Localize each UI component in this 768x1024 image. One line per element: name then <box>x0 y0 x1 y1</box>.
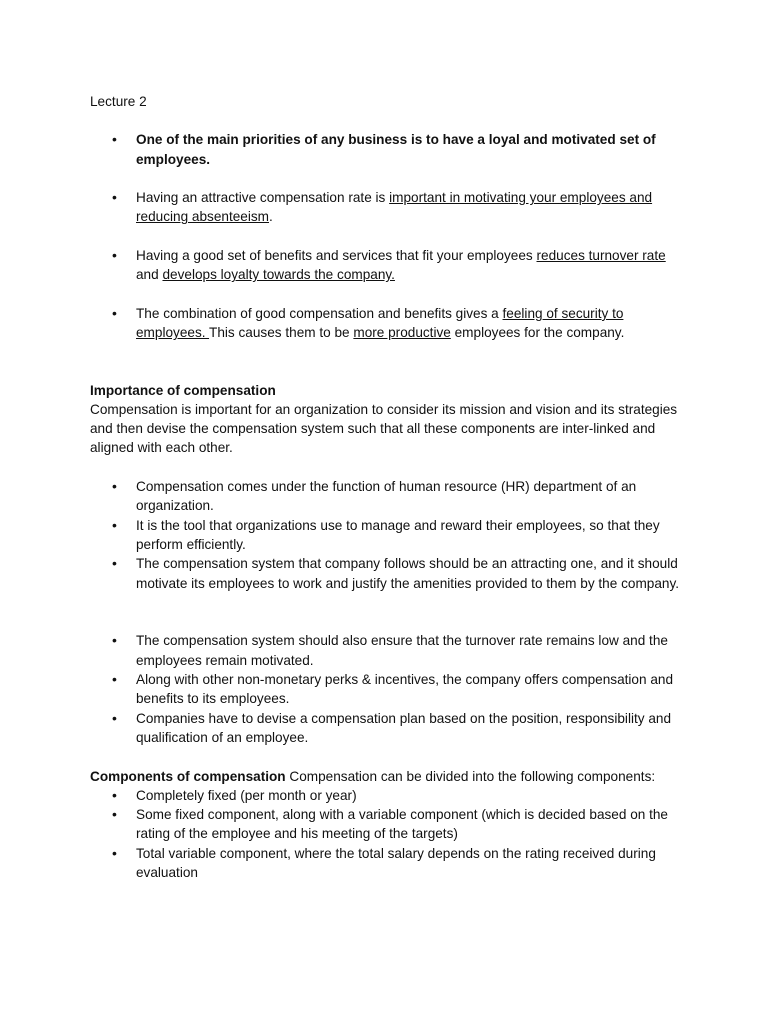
list-item: • The compensation system should also ensure that the turnover rate remains low and the employees remain motivated. <box>90 631 690 670</box>
list-item: • Total variable component, where the total salary depends on the rating received during evaluation <box>90 844 690 883</box>
list-item <box>90 188 690 227</box>
importance-paragraph: Compensation is important for an organization to consider its mission and vision and its strategies and then devise the compensation system such that all these components are inter-linked and aligned with each other. <box>90 401 678 456</box>
importance-bullet-list-a <box>90 477 690 593</box>
intro-bullet-list <box>90 130 690 342</box>
underlined-text: develops loyalty towards the company. <box>162 267 395 283</box>
list-item <box>90 304 690 343</box>
underlined-text: reduces turnover rate <box>536 248 666 264</box>
list-item <box>90 246 690 285</box>
importance-heading: Importance of compensation <box>90 382 276 398</box>
spacer <box>90 343 690 381</box>
lecture-title: Lecture 2 <box>90 94 147 109</box>
document-page <box>90 92 690 882</box>
list-item <box>90 130 690 169</box>
text-run: and <box>136 267 163 283</box>
spacer <box>90 593 690 632</box>
text-run: . <box>269 209 273 225</box>
spacer <box>90 458 690 477</box>
list-item: • Compensation comes under the function of human resource (HR) department of an organization. <box>90 477 690 516</box>
components-line <box>90 767 690 786</box>
importance-bullet-list-b <box>90 631 690 747</box>
spacer <box>90 747 690 766</box>
bold-text: One of the main priorities of any business is to have a loyal and motivated set of employees. <box>136 132 656 167</box>
text-run: This causes them to be <box>209 325 354 341</box>
underlined-text: more productive <box>353 325 451 341</box>
underlined-text: feeling of security to employees. <box>136 305 624 341</box>
components-bullet-list <box>90 786 690 882</box>
list-item: • Companies have to devise a compensation plan based on the position, responsibility and qualification of an employee. <box>90 709 690 748</box>
list-item: • Along with other non-monetary perks & incentives, the company offers compensation and benefits to its employees. <box>90 670 690 709</box>
list-item: • Some fixed component, along with a variable component (which is decided based on the rating of the employee and his meeting of the targets) <box>90 805 690 844</box>
underlined-text: important in motivating your employees and reducing absenteeism <box>136 190 653 225</box>
list-item: • Completely fixed (per month or year) <box>90 786 690 805</box>
list-item: • It is the tool that organizations use to manage and reward their employees, so that they perform efficiently. <box>90 516 690 555</box>
text-run: Having a good set of benefits and services that fit your employees <box>136 248 537 264</box>
components-intro: Compensation can be divided into the following components: <box>285 768 656 784</box>
text-run: The combination of good compensation and benefits gives a <box>136 305 503 321</box>
components-heading: Components of compensation <box>90 768 286 784</box>
list-item: • The compensation system that company follows should be an attracting one, and it should motivate its employees to work and justify the amenities provided to them by the company. <box>90 554 690 593</box>
text-run: employees for the company. <box>450 325 625 341</box>
text-run: Having an attractive compensation rate is <box>136 190 390 206</box>
